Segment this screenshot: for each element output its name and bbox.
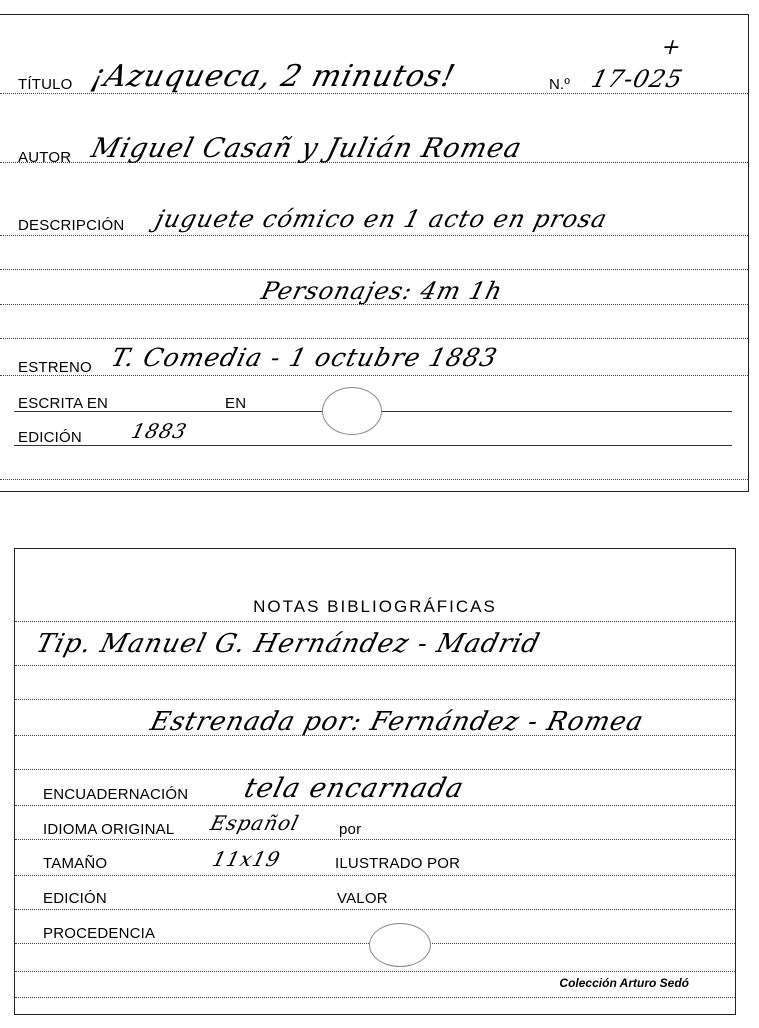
ruled-line (15, 997, 735, 998)
ruled-line (15, 699, 735, 700)
label-edicion: EDICIÓN (18, 429, 82, 446)
label-descripcion: DESCRIPCIÓN (18, 217, 125, 234)
ruled-line (15, 769, 735, 770)
ruled-line (15, 805, 735, 806)
ruled-line (15, 621, 735, 622)
value-autor: Miguel Casañ y Julián Romea (88, 133, 526, 164)
catalog-card-top (0, 14, 749, 492)
punch-hole (369, 923, 431, 967)
note-line-1: Tip. Manuel G. Hernández - Madrid (33, 629, 544, 659)
ruled-line (15, 875, 735, 876)
label-procedencia: PROCEDENCIA (43, 925, 156, 942)
ruled-line (0, 338, 748, 339)
note-line-2: Estrenada por: Fernández - Romea (147, 707, 647, 737)
label-en: EN (225, 395, 247, 412)
ruled-line (14, 445, 732, 446)
value-descripcion: juguete cómico en 1 acto en prosa (152, 205, 611, 233)
label-estreno: ESTRENO (18, 359, 92, 376)
ruled-line (15, 909, 735, 910)
ruled-line (0, 375, 748, 376)
label-tamano: TAMAÑO (43, 855, 108, 872)
value-encuadernacion: tela encarnada (241, 773, 468, 804)
label-numero: N.º (549, 76, 571, 93)
ruled-line (0, 235, 748, 236)
label-titulo: TÍTULO (18, 76, 73, 93)
value-edicion: 1883 (129, 419, 190, 443)
ruled-line (15, 839, 735, 840)
ruled-line (15, 665, 735, 666)
label-escrita-en: ESCRITA EN (18, 395, 109, 412)
value-tamano: 11x19 (210, 847, 284, 871)
punch-hole (322, 387, 382, 435)
label-encuadernacion: ENCUADERNACIÓN (43, 786, 189, 803)
label-idioma: IDIOMA ORIGINAL (43, 821, 175, 838)
collection-stamp: Colección Arturo Sedó (559, 976, 689, 990)
label-por: por (339, 821, 362, 838)
value-estreno: T. Comedia - 1 octubre 1883 (108, 343, 501, 372)
value-numero: 17-025 (588, 65, 686, 93)
catalog-card-bottom (14, 548, 736, 1015)
value-personajes: Personajes: 4m 1h (258, 277, 506, 305)
ruled-line (0, 479, 748, 480)
ruled-line (0, 269, 748, 270)
notes-heading: NOTAS BIBLIOGRÁFICAS (253, 597, 497, 616)
label-ilustrado: ILUSTRADO POR (335, 855, 461, 872)
value-idioma: Español (208, 811, 302, 835)
value-numero-mark: + (658, 35, 685, 60)
ruled-line (15, 971, 735, 972)
value-titulo: ¡Azuqueca, 2 minutos! (87, 59, 460, 94)
label-valor: VALOR (337, 890, 388, 907)
label-autor: AUTOR (18, 149, 72, 166)
label-edicion-bottom: EDICIÓN (43, 890, 107, 907)
